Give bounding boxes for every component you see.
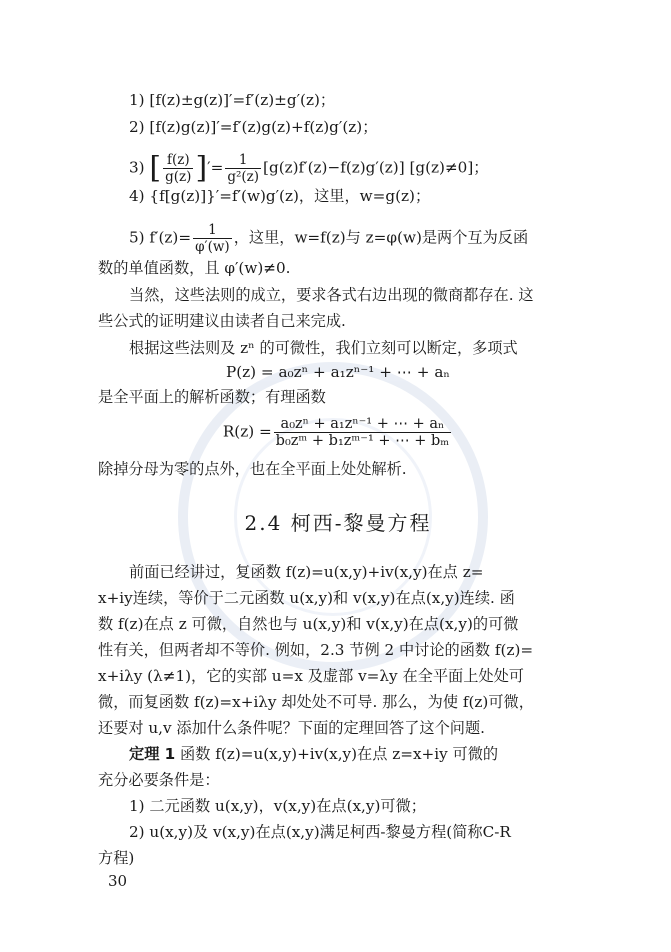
theorem-label: 定理 1 xyxy=(129,745,176,763)
rule-5-continuation: 数的单值函数，且 φ′(w)≠0. xyxy=(98,259,291,277)
condition-2: 2) u(x,y)及 v(x,y)在点(x,y)满足柯西-黎曼方程(简称C-R xyxy=(129,823,511,841)
body-line-7: 还要对 u,v 添加什么条件呢？下面的定理回答了这个问题. xyxy=(98,719,485,737)
paragraph-4: 除掉分母为零的点外，也在全平面上处处解析. xyxy=(98,460,407,478)
theorem-1-line-2: 充分必要条件是： xyxy=(98,771,220,789)
body-line-3: 数 f(z)在点 z 可微，自然也与 u(x,y)和 v(x,y)在点(x,y)的可微 xyxy=(98,615,519,633)
theorem-1-line-1: 定理 1 函数 f(z)=u(x,y)+iv(x,y)在点 z=x+iy 可微的 xyxy=(129,745,499,763)
rule-1: 1) [f(z)±g(z)]′=f′(z)±g′(z)； xyxy=(129,91,336,109)
page-number: 30 xyxy=(108,872,128,890)
body-line-2: x+iy连续，等价于二元函数 u(x,y)和 v(x,y)在点(x,y)连续. 函 xyxy=(98,589,515,607)
paragraph-3: 是全平面上的解析函数；有理函数 xyxy=(98,388,326,406)
condition-2-continuation: 方程) xyxy=(98,849,135,867)
body-line-6: 微，而复函数 f(z)=x+iλy 却处处不可导. 那么，为使 f(z)可微， xyxy=(98,693,534,711)
paragraph-1-line-1: 当然，这些法则的成立，要求各式右边出现的微商都存在. 这 xyxy=(129,286,534,304)
rule-3: 3) [ $\frac{f(z)}{g(z)}$ ]′= $\frac{1}{\text{g²(z)}}$ [g(z)f′(z)−f(z)g′(z)] [g(z)≠0]； xyxy=(129,150,489,186)
paragraph-2: 根据这些法则及 zⁿ 的可微性，我们立刻可以断定，多项式 xyxy=(129,339,518,357)
body-line-1: 前面已经讲过，复函数 f(z)=u(x,y)+iv(x,y)在点 z= xyxy=(129,563,484,581)
section-title: 2.4 柯西-黎曼方程 xyxy=(244,511,432,535)
body-line-4: 性有关，但两者却不等价. 例如，2.3 节例 2 中讨论的函数 f(z)= xyxy=(98,641,534,659)
polynomial-formula: P(z) = a₀zⁿ + a₁zⁿ⁻¹ + ⋯ + aₙ xyxy=(226,363,450,381)
rational-fraction: $\frac{\text{a₀zⁿ + a₁zⁿ⁻¹ + ⋯ + aₙ}}{\text{b₀zᵐ + b₁zᵐ⁻¹ + ⋯ + bₘ}}$ xyxy=(275,416,450,449)
rule-3-fraction: $\frac{f(z)}{g(z)}$ xyxy=(165,152,192,185)
paragraph-1-line-2: 些公式的证明建议由读者自己来完成. xyxy=(98,312,346,330)
rule-5: 5) f′(z)= $\frac{1}{\varphi'(w)}$ ，这里，w=f(z)与 z=φ(w)是两个互为反函 xyxy=(129,222,529,255)
rational-formula: R(z) = $\frac{\text{a₀zⁿ + a₁zⁿ⁻¹ + ⋯ + aₙ}}{\text{b₀zᵐ + b₁zᵐ⁻¹ + ⋯ + bₘ}}$ xyxy=(222,416,450,449)
rule-2: 2) [f(z)g(z)]′=f′(z)g(z)+f(z)g′(z)； xyxy=(129,118,378,136)
body-line-5: x+iλy (λ≠1)，它的实部 u=x 及虚部 v=λy 在全平面上处处可 xyxy=(98,667,524,685)
rule-3-fraction-2: $\frac{1}{\text{g²(z)}}$ xyxy=(227,152,260,185)
condition-1: 1) 二元函数 u(x,y)，v(x,y)在点(x,y)可微； xyxy=(129,797,426,815)
rule-4: 4) {f[g(z)]}′=f′(w)g′(z)，这里，w=g(z)； xyxy=(129,187,431,205)
rule-5-fraction: $\frac{1}{\varphi'(w)}$ xyxy=(195,222,230,255)
